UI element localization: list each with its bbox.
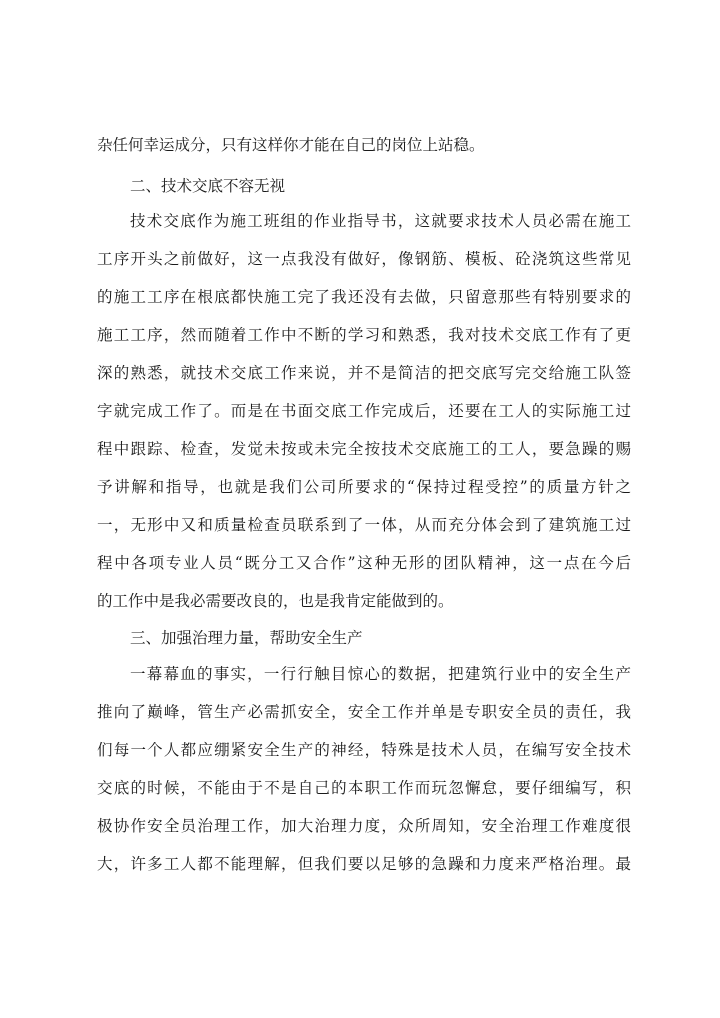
- text-line: 工序开头之前做好，这一点我没有做好，像钢筋、模板、砼浇筑这些常见: [97, 250, 631, 268]
- text-line: 深的熟悉，就技术交底工作来说，并不是简洁的把交底写完交给施工队签: [97, 364, 631, 382]
- text-line: 推向了巅峰，管生产必需抓安全，安全工作并单是专职安全员的责任，我: [97, 703, 631, 721]
- text-line: 字就完成工作了。而是在书面交底工作完成后，还要在工人的实际施工过: [97, 402, 631, 420]
- paragraph-line-start: 技术交底作为施工班组的作业指导书，这就要求技术人员必需在施工: [130, 212, 631, 230]
- text-line: 们每一个人都应绷紧安全生产的神经，特殊是技术人员，在编写安全技术: [97, 741, 631, 759]
- section-heading-3: 三、加强治理力量，帮助安全生产: [130, 629, 363, 647]
- section-heading-2: 二、技术交底不容无视: [130, 177, 286, 195]
- text-line-1: 杂任何幸运成分，只有这样你才能在自己的岗位上站稳。: [97, 136, 485, 154]
- text-line: 程中跟踪、检查，发觉未按或未完全按技术交底施工的工人，要急躁的赐: [97, 440, 631, 458]
- text-line: 程中各项专业人员“既分工又合作”这种无形的团队精神，这一点在今后: [97, 554, 631, 572]
- text-line: 的施工工序在根底都快施工完了我还没有去做，只留意那些有特别要求的: [97, 288, 631, 306]
- text-line: 施工工序，然而随着工作中不断的学习和熟悉，我对技术交底工作有了更: [97, 326, 631, 344]
- text-line: 的工作中是我必需要改良的，也是我肯定能做到的。: [97, 592, 454, 610]
- paragraph-line-start: 一幕幕血的事实，一行行触目惊心的数据，把建筑行业中的安全生产: [130, 665, 631, 683]
- text-line: 极协作安全员治理工作，加大治理力度，众所周知，安全治理工作难度很: [97, 817, 631, 835]
- text-line: 一，无形中又和质量检查员联系到了一体，从而充分体会到了建筑施工过: [97, 516, 631, 534]
- text-line: 交底的时候，不能由于不是自己的本职工作而玩忽懈怠，要仔细编写，积: [97, 779, 631, 797]
- text-line: 大，许多工人都不能理解，但我们要以足够的急躁和力度来严格治理。最: [97, 855, 631, 873]
- text-line: 予讲解和指导，也就是我们公司所要求的“保持过程受控”的质量方针之: [97, 478, 631, 496]
